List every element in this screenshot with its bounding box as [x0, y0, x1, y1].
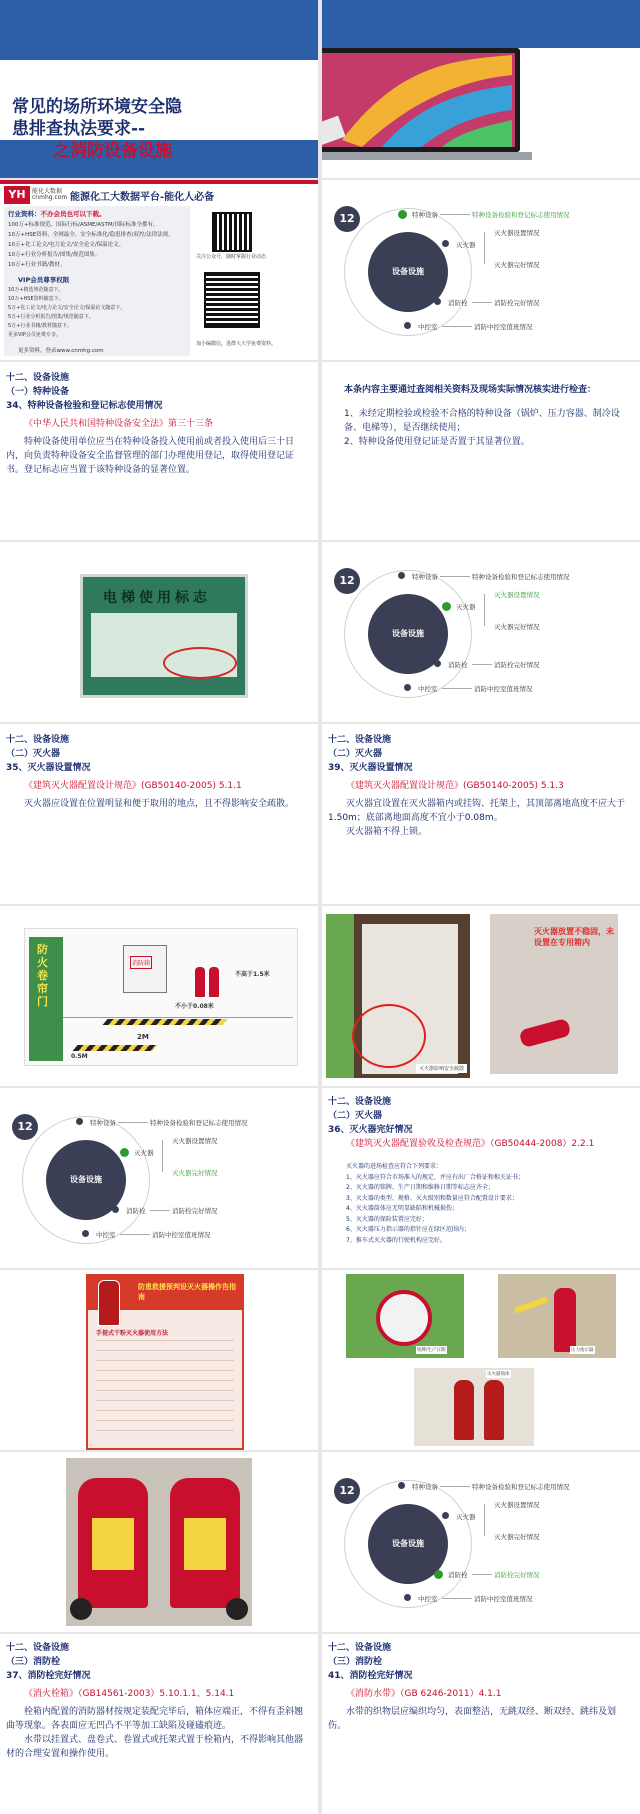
requirement-item: 5、灭火器的保险装置应完好； [346, 1215, 428, 1223]
ad-item: 10万+化工论文/电力论文/安全论文/保温论文。 [8, 242, 125, 248]
connector [442, 688, 472, 689]
mindmap-slide-3 [0, 1088, 318, 1268]
law-paragraph: 灭火器宜设置在灭火器箱内或挂钩、托架上，其顶部离地高度不应大于1.50m；底部离地面高度不宜小于0.08m。 [328, 798, 626, 823]
requirement-item: 1、灭火器应符合市场准入的规定，并应有出厂合格证和相关证书； [346, 1173, 524, 1181]
text-block [344, 384, 624, 450]
node-extinguisher: 灭火器 [456, 1513, 476, 1521]
mindmap-slide-2 [322, 542, 640, 722]
node-dot [404, 322, 411, 329]
dimension-top: 不高于1.5米 [235, 971, 270, 978]
ad-logo [4, 186, 30, 204]
qr-code-1 [212, 212, 252, 252]
sign-title: 电梯使用标志 [103, 590, 211, 606]
ad-vip-title: VIP会员尊享权限 [18, 276, 70, 284]
heading-2: （三）消防栓 [328, 1656, 383, 1667]
ad-vip-item: 更多VIP会员免费专享。 [8, 332, 61, 338]
placement-diagram [24, 928, 298, 1066]
connector [484, 232, 485, 264]
law-reference: 《建筑灭火器配置设计规范》(GB50140-2005) 5.1.1 [24, 780, 242, 791]
poster-title: 防患救援预判设灭火器操作告指南 [138, 1283, 236, 1301]
node-ext-intact: 灭火器完好情况 [494, 261, 540, 269]
node-ext-setting: 灭火器设置情况 [494, 229, 540, 237]
heading-1: 十二、设备设施 [6, 735, 70, 745]
heading-2: （二）灭火器 [328, 1110, 383, 1121]
node-control-sub: 消防中控室值班情况 [474, 323, 533, 331]
ad-url-small: cnmhg.com [32, 194, 68, 201]
ad-vip-items [8, 286, 125, 340]
extinguisher-icon [195, 967, 205, 997]
law-reference: 《中华人民共和国特种设备安全法》第三十三条 [24, 418, 214, 429]
cart-label [92, 1518, 134, 1570]
cart-wheel [226, 1598, 248, 1620]
node-special: 特种设备 [412, 1483, 438, 1491]
ad-industry-label: 行业资料：不办会员也可以下载。 [8, 210, 106, 218]
intro-text: 本条内容主要通过查阅相关资料及现场实际情况核实进行检查： [344, 385, 597, 395]
requirement-item: 7、推车式灭火器的行驶机构应完好。 [346, 1236, 446, 1244]
extinguisher-detail-photos-slide [322, 1270, 640, 1450]
heading-1: 十二、设备设施 [328, 735, 392, 745]
pointer-arrow [514, 1296, 548, 1313]
connector [440, 576, 470, 577]
node-special-sub: 特种设备检验和登记标志使用情况 [472, 211, 570, 219]
node-hydrant: 消防栓 [126, 1207, 146, 1215]
requirement-item: 6、灭火器压力指示器的指针应在绿区范围内； [346, 1226, 470, 1233]
heading-3: 34、特种设备检验和登记标志使用情况 [6, 400, 163, 411]
node-dot-hydrant-active [434, 1570, 443, 1579]
heading-3: 36、灭火器完好情况 [328, 1124, 413, 1135]
dimension-2m: 2M [137, 1033, 149, 1041]
requirement-item: 2、灭火器的铭牌、生产日期和维修日期等标志应齐全； [346, 1184, 494, 1191]
extinguisher-body [454, 1380, 474, 1440]
law-paragraph: 特种设备使用单位应当在特种设备投入使用前或者投入使用后三十日内，向负责特种设备安全监督管理的部门办理使用登记，取得使用登记证书。登记标志应当置于该特种设备的显著位置。 [6, 436, 295, 475]
pressure-photo [498, 1274, 616, 1358]
special-equipment-slide [0, 362, 318, 540]
heading-3: 37、消防栓完好情况 [6, 1670, 91, 1681]
node-ext-intact: 灭火器完好情况 [172, 1169, 218, 1177]
extinguisher-body [554, 1288, 576, 1352]
ad-item: 10万+HSE资料、全网最全、安全标准化/隐患排查/双控/法律法规。 [8, 232, 174, 238]
node-extinguisher: 灭火器 [456, 603, 476, 611]
node-ext-intact: 灭火器完好情况 [494, 1533, 540, 1541]
cart-extinguisher-photo [66, 1458, 252, 1626]
extinguisher-setting-slide-35 [0, 724, 318, 904]
photo-label: 铭牌/生产日期 [417, 1348, 446, 1353]
hydrant-slide-37 [0, 1634, 318, 1814]
cabinet-label: 消防箱 [130, 956, 152, 969]
mindmap-center: 设备设施 [368, 594, 448, 674]
cylinder-photo [414, 1368, 534, 1446]
node-dot [404, 684, 411, 691]
dimension-bottom: 不小于0.08米 [175, 1003, 214, 1010]
ad-brand: 能化大数据 [32, 188, 63, 195]
node-special-sub: 特种设备检验和登记标志使用情况 [472, 573, 570, 581]
section-number-badge: 12 [12, 1114, 38, 1140]
node-dot [434, 298, 441, 305]
law-paragraph: 水带的织物层应编织均匀，表面整洁，无跳双经、断双经、跳纬及划伤。 [328, 1706, 617, 1731]
heading-1: 十二、设备设施 [6, 373, 70, 383]
connector [484, 594, 485, 626]
heading-3: 41、消防栓完好情况 [328, 1670, 413, 1681]
check-item: 2、特种设备使用登记证是否置于其显著位置。 [344, 436, 530, 447]
cart-wheel [70, 1598, 92, 1620]
node-special: 特种设备 [412, 573, 438, 581]
hydrant-slide-41 [322, 1634, 640, 1814]
text-block [6, 734, 306, 812]
connector [150, 1210, 170, 1211]
law-paragraph: 灭火器应设置在位置明显和便于取用的地点，且不得影响安全疏散。 [24, 798, 295, 809]
gauge-dial [376, 1290, 432, 1346]
node-hydrant-sub: 消防栓完好情况 [494, 1571, 540, 1579]
ad-vip-item: 5万+行业书籍/教材随意下。 [8, 323, 73, 329]
inspection-method-slide [322, 362, 640, 540]
check-item: 1、未经定期检验或检验不合格的特种设备（锅炉、压力容器、制冷设备、电梯等），是否继续使用； [344, 408, 620, 433]
law-reference: 《消火栓箱》（GB14561-2003）5.10.1.1、5.14.1 [24, 1688, 235, 1699]
node-ext-setting: 灭火器设置情况 [494, 591, 540, 599]
law-reference: 《建筑灭火器配置验收及检查规范》（GB50444-2008）2.2.1 [346, 1138, 595, 1149]
section-number-badge: 12 [334, 568, 360, 594]
poster-extinguisher-icon [98, 1280, 120, 1326]
text-block [6, 372, 306, 478]
node-hydrant-sub: 消防栓完好情况 [494, 299, 540, 307]
extinguisher-poster [86, 1274, 244, 1450]
connector [472, 1574, 492, 1575]
evacuation-photo [326, 914, 470, 1078]
ad-vip-item: 5万+行业分析报告/图集/规范随意下。 [8, 314, 94, 320]
ad-red-bar [0, 180, 318, 184]
connector [472, 302, 492, 303]
node-hydrant: 消防栓 [448, 299, 468, 307]
text-block [328, 734, 628, 840]
gauge-photo [346, 1274, 464, 1358]
node-special: 特种设备 [90, 1119, 116, 1127]
node-dot [434, 660, 441, 667]
sign-red-circle [163, 647, 237, 679]
mindmap-center: 设备设施 [368, 1504, 448, 1584]
ad-heading: 能源化工大数据平台-能化人必备 [70, 192, 215, 203]
dimension-05m: 0.5M [71, 1053, 88, 1060]
connector [440, 1486, 470, 1487]
text-block [328, 1096, 634, 1152]
heading-2: （一）特种设备 [6, 386, 70, 397]
green-wall [326, 914, 354, 1078]
hazard-stripe [72, 1045, 157, 1051]
ad-vip-item: 10万+精选规范随意下。 [8, 287, 64, 293]
node-hydrant: 消防栓 [448, 1571, 468, 1579]
node-hydrant-sub: 消防栓完好情况 [494, 661, 540, 669]
text-block [328, 1642, 628, 1734]
node-ext-setting: 灭火器设置情况 [172, 1137, 218, 1145]
extinguisher-setting-slide-39 [322, 724, 640, 904]
laptop-image [322, 0, 640, 178]
photo-caption: 灭火器影响安全疏散 [416, 1064, 467, 1073]
hazard-stripe [102, 1019, 227, 1025]
node-control-sub: 消防中控室值班情况 [152, 1231, 211, 1239]
node-control-sub: 消防中控室值班情况 [474, 1595, 533, 1603]
connector [120, 1234, 150, 1235]
cover-photo-slide [322, 0, 640, 178]
requirement-item: 3、灭火器的类型、规格、灭火级别和数量应符合配置设计要求； [346, 1194, 518, 1202]
node-control: 中控室 [418, 323, 438, 331]
mindmap-center: 设备设施 [368, 232, 448, 312]
ad-more-link[interactable]: 更多资料，登录www.cnmhg.com [18, 348, 104, 354]
node-dot [442, 240, 449, 247]
cover-title-line1: 常见的场所环境安全隐 [12, 97, 182, 117]
extinguisher-on-floor [519, 1018, 572, 1048]
connector [442, 1598, 472, 1599]
extinguisher-icon [209, 967, 219, 997]
cover-title-line3: 之消防设备设施 [53, 141, 172, 161]
extinguisher-body [484, 1380, 504, 1440]
qr-code-2 [204, 272, 260, 328]
ad-logo-text: YH [8, 188, 26, 201]
text-block [6, 1642, 306, 1762]
ad-item: 100万+标准规范、国际行标/ASME/ASTM/国际标准全都有。 [8, 222, 159, 228]
photo-label: 灭火器筒体 [487, 1372, 510, 1377]
cart-extinguishers-slide [0, 1452, 318, 1632]
heading-3: 35、灭火器设置情况 [6, 762, 91, 773]
cover-slide [0, 0, 318, 178]
red-circle-mark [352, 1004, 426, 1068]
cart-label [184, 1518, 226, 1570]
mindmap-center: 设备设施 [46, 1140, 126, 1220]
connector [440, 214, 470, 215]
unstable-photo [490, 914, 618, 1074]
connector [162, 1140, 163, 1172]
node-special-sub: 特种设备检验和登记标志使用情况 [472, 1483, 570, 1491]
node-dot [76, 1118, 83, 1125]
heading-1: 十二、设备设施 [6, 1643, 70, 1653]
requirement-item: 4、灭火器筒体应无明显缺陷和机械损伤； [346, 1205, 458, 1212]
connector [442, 326, 472, 327]
node-hydrant: 消防栓 [448, 661, 468, 669]
law-reference: 《消防水带》（GB 6246-2011）4.1.1 [346, 1688, 502, 1699]
node-extinguisher: 灭火器 [134, 1149, 154, 1157]
mindmap-slide-1 [322, 180, 640, 360]
node-dot [112, 1206, 119, 1213]
extinguisher-intact-slide [322, 1088, 640, 1268]
node-dot [442, 1512, 449, 1519]
node-dot [398, 572, 405, 579]
ad-vip-item: 10万+HSE资料随意下。 [8, 296, 64, 302]
node-dot-extinguisher-active [120, 1148, 129, 1157]
node-control: 中控室 [418, 1595, 438, 1603]
section-number-badge: 12 [334, 206, 360, 232]
connector [118, 1122, 148, 1123]
node-control-sub: 消防中控室值班情况 [474, 685, 533, 693]
poster-subtitle: 手提式干粉灭火器使用方法 [96, 1330, 169, 1337]
connector [472, 664, 492, 665]
heading-2: （二）灭火器 [6, 748, 61, 759]
node-ext-setting: 灭火器设置情况 [494, 1501, 540, 1509]
ad-item: 10万+行业分析报告/图集/规范图集。 [8, 252, 101, 258]
connector [484, 1504, 485, 1536]
wall-label: 防火卷帘门 [37, 943, 48, 1008]
floor-line [63, 1017, 293, 1018]
heading-3: 39、灭火器设置情况 [328, 762, 413, 773]
heading-2: （二）灭火器 [328, 748, 383, 759]
poster-steps [96, 1340, 234, 1440]
heading-1: 十二、设备设施 [328, 1643, 392, 1653]
node-dot [404, 1594, 411, 1601]
mindmap-slide-4 [322, 1452, 640, 1632]
extinguisher-placement-diagram-slide [0, 906, 318, 1086]
node-hydrant-sub: 消防栓完好情况 [172, 1207, 218, 1215]
node-dot-extinguisher-active [442, 602, 451, 611]
ad-slide [0, 180, 318, 360]
qr1-caption: 关注公众号，随时掌握行业动态 [196, 254, 267, 260]
law-reference: 《建筑灭火器配置设计规范》(GB50140-2005) 5.1.3 [346, 780, 564, 791]
photo-note: 灭火器放置不稳固，未设置在专用箱内 [534, 927, 614, 947]
ad-vip-item: 5万+化工论文/电力论文/安全论文/保温论文随意下。 [8, 305, 126, 311]
node-dot [82, 1230, 89, 1237]
elevator-sign-slide [0, 542, 318, 722]
requirements-intro: 灭火器的进场检查应符合下列要求： [346, 1163, 443, 1170]
node-dot-special-active [398, 210, 407, 219]
node-special: 特种设备 [412, 211, 438, 219]
cover-title-line2: 患排查执法要求-- [12, 119, 146, 139]
node-ext-intact: 灭火器完好情况 [494, 623, 540, 631]
cover-title [12, 96, 182, 162]
node-extinguisher: 灭火器 [456, 241, 476, 249]
cabinet-box [123, 945, 167, 993]
node-control: 中控室 [96, 1231, 116, 1239]
law-paragraph: 灭火器箱不得上锁。 [346, 826, 428, 837]
elevator-sign-photo [80, 574, 248, 698]
node-control: 中控室 [418, 685, 438, 693]
heading-1: 十二、设备设施 [328, 1097, 392, 1107]
extinguisher-poster-slide [0, 1270, 318, 1450]
requirements-list [346, 1162, 632, 1246]
heading-2: （三）消防栓 [6, 1656, 61, 1667]
qr2-caption: 加小编微信，进群大大学免费资料。 [196, 341, 277, 347]
photo-label: 压力指示器 [571, 1348, 594, 1353]
section-number-badge: 12 [334, 1478, 360, 1504]
node-dot [398, 1482, 405, 1489]
ad-items [8, 220, 174, 270]
law-paragraph: 栓箱内配置的消防器材按规定装配完毕后，箱体应端正，不得有歪斜翘曲等现象。各表面应无凹凸不平等加工缺陷及碰磕痕迹。 [6, 1706, 304, 1731]
violation-photos-slide [322, 906, 640, 1086]
node-special-sub: 特种设备检验和登记标志使用情况 [150, 1119, 248, 1127]
law-paragraph: 水带以挂置式、盘卷式、卷置式或托架式置于栓箱内，不得影响其他器材的合理安置和操作使用。 [6, 1734, 304, 1759]
ad-item: 10万+行业书籍/教材。 [8, 262, 66, 268]
